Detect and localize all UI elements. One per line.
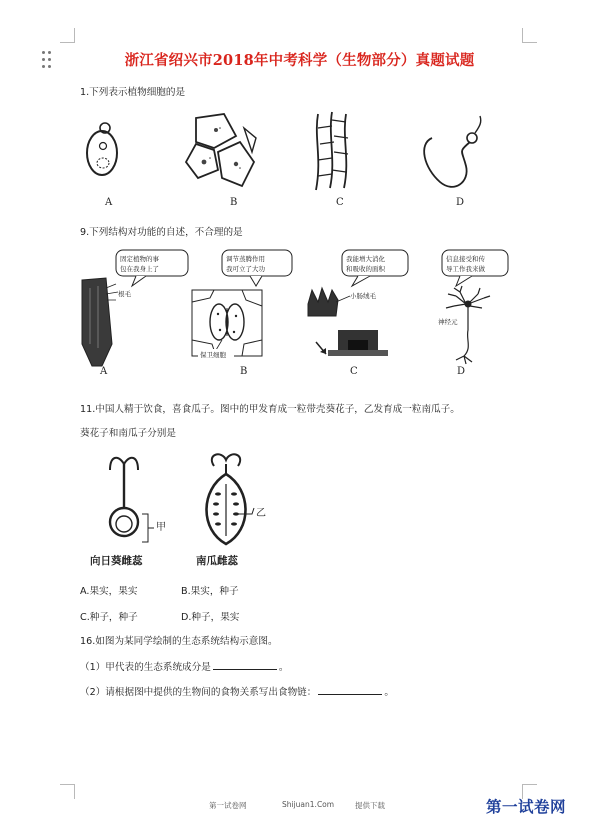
page-title: 浙江省绍兴市2018年中考科学（生物部分）真题试题 [124,52,475,69]
callout-b-line1: 调节蒸腾作用 [226,255,265,263]
question-1-figure [78,108,518,196]
figure-caption-pumpkin: 南瓜雌蕊 [196,555,238,567]
question-16-part-1-end: 。 [278,662,289,673]
callout-b-line2: 我可立了大功 [226,265,265,273]
page-corner-mark [60,28,75,43]
callout-c-line1: 我能增大消化 [346,255,385,263]
question-1-option-d: D [456,197,465,208]
footer-download-text: 提供下载 [355,801,385,810]
question-1-option-a: A [105,197,113,208]
question-16-part-2-text: （2）请根据图中提供的生物间的食物关系写出食物链： [80,687,317,698]
figure-label-yi: 乙 [256,508,266,519]
question-11-choice-a: A.果实，果实 [80,586,138,597]
question-11-stem-line1: 11.中国人精于饮食，喜食瓜子。图中的甲发育成一粒带壳葵花子，乙发育成一粒南瓜子。 [80,404,460,415]
question-1-option-c: C [336,197,344,208]
part-label-villi: 小肠绒毛 [350,292,376,300]
page-corner-mark [522,28,537,43]
page-corner-mark [60,784,75,799]
part-label-root-hair: 根毛 [118,290,131,298]
answer-blank[interactable] [213,660,277,670]
question-9-option-b: B [240,366,248,377]
question-9-option-c: C [350,366,358,377]
callout-c-line2: 和吸收的面积 [346,265,385,273]
footer-site-url: Shijuan1.Com [282,800,335,809]
question-9-option-a: A [100,366,108,377]
question-11-stem-line2: 葵花子和南瓜子分别是 [80,428,176,439]
callout-a-line1: 固定植物的事 [120,255,159,263]
question-1-option-b: B [230,197,238,208]
question-9-option-d: D [457,366,466,377]
part-label-guard-cell: 保卫细胞 [200,351,226,359]
callout-a-line2: 包在我身上了 [120,265,159,273]
question-9-figure [80,244,520,368]
question-16-part-2-end: 。 [384,687,394,698]
question-16-part-1-text: （1）甲代表的生态系统成分是 [80,662,211,673]
question-16-stem: 16.如图为某同学绘制的生态系统结构示意图。 [80,636,278,647]
question-1-stem: 1.下列表示植物细胞的是 [80,87,186,98]
question-11-choice-b: B.果实，种子 [181,586,239,597]
question-16-part-1 [80,659,288,673]
question-11-choice-d: D.种子，果实 [181,612,240,623]
question-11-choice-c: C.种子，种子 [80,612,138,623]
answer-blank[interactable] [318,685,382,695]
figure-caption-sunflower: 向日葵雌蕊 [90,555,143,567]
question-11-figure [88,450,288,550]
footer-site-name: 第一试卷网 [209,801,247,810]
question-9-stem: 9.下列结构对功能的自述，不合理的是 [80,227,243,238]
callout-d-line2: 导工作我来做 [446,265,485,273]
part-label-neuron: 神经元 [438,318,458,326]
callout-d-line1: 信息接受和传 [446,255,485,263]
question-16-part-2 [80,684,394,698]
figure-label-jia: 甲 [156,522,166,533]
brand-watermark: 第一试卷网 [486,797,567,816]
